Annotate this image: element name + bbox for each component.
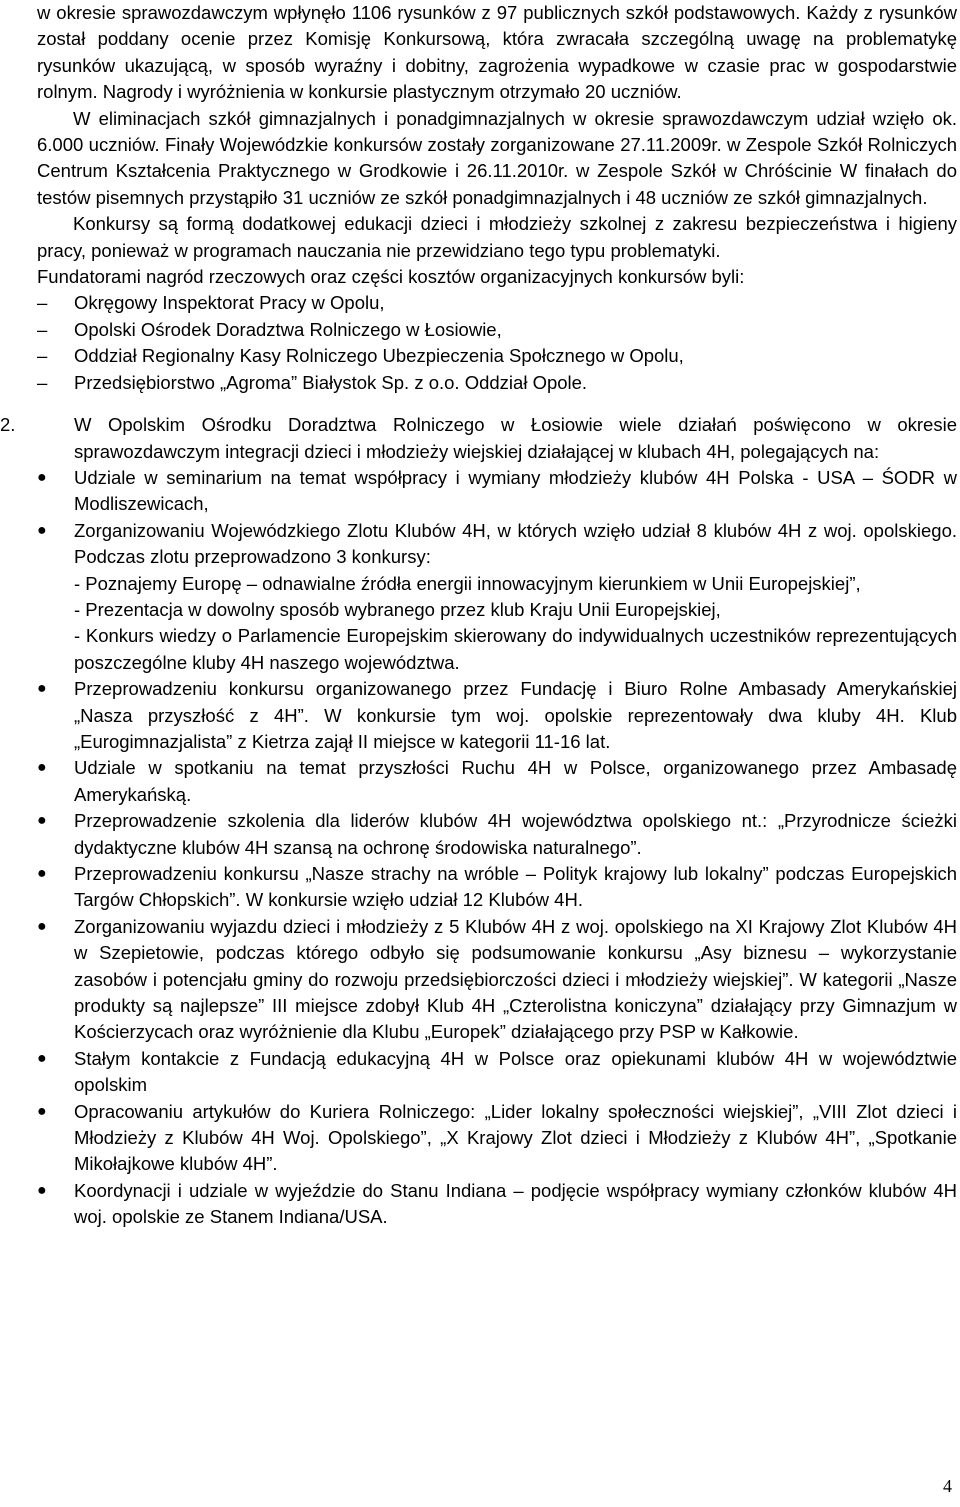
activities-list <box>37 465 957 1231</box>
list-item: – Oddział Regionalny Kasy Rolniczego Ubezpieczenia Społcznego w Opolu, <box>37 343 957 369</box>
paragraph-eliminations: W eliminacjach szkół gimnazjalnych i ponadgimnazjalnych w okresie sprawozdawczym udział wzięło ok. 6.000 uczniów. Finały Wojewódzkie konkursów zostały zorganizowane 27.11.2009r. w Zespole Szkół Rolniczych Centrum Kształcenia Praktycznego w Grodkowie i 26.11.2010r. w Zespole Szkół w Chróścinie W finałach do testów pisemnych przystąpiło 31 uczniów ze szkół ponadgimnazjalnych i 48 uczniów ze szkół gimnazjalnych. <box>37 107 957 208</box>
list-item: – Przedsiębiorstwo „Agroma” Białystok Sp. z o.o. Oddział Opole. <box>37 370 957 396</box>
list-item: ● Udziale w spotkaniu na temat przyszłości Ruchu 4H w Polsce, organizowanego przez Ambasadę Amerykańską. <box>37 757 957 805</box>
dash-marker: – <box>37 371 48 393</box>
bullet-icon: ● <box>37 521 47 539</box>
section-number: 2. <box>0 414 16 436</box>
sponsors-list <box>37 290 957 396</box>
sub-item: - Poznajemy Europę – odnawialne źródła energii innowacyjnym kierunkiem w Unii Europejskiej”, <box>74 572 861 594</box>
list-item: ● Opracowaniu artykułów do Kuriera Rolniczego: „Lider lokalny społeczności wiejskiej”, „VIII Zlot dzieci i Młodzieży z Klubów 4H Woj. Opolskiego”, „X Krajowy Zlot dzieci i Młodzieży z Klubów 4H”, „Spotkanie Mikołajkowe klubów 4H”. <box>37 1100 957 1175</box>
sub-item: - Konkurs wiedzy o Parlamencie Europejskim skierowany do indywidualnych uczestników reprezentujących poszczególne kluby 4H naszego województwa. <box>74 625 957 673</box>
bullet-icon: ● <box>37 812 47 830</box>
paragraph-drawings: w okresie sprawozdawczym wpłynęło 1106 rysunków z 97 publicznych szkół podstawowych. Każdy z rysunków został poddany ocenie przez Komisję Konkursową, która zwracała szczególną uwagę na problematykę rysunków ukazującą, w sposób wyraźny i dobitny, zagrożenia wypadkowe w czasie prac w gospodarstwie rolnym. Nagrody i wyróżnienia w konkursie plastycznym otrzymało 20 uczniów. <box>37 2 957 103</box>
paragraph-competitions: Konkursy są formą dodatkowej edukacji dzieci i młodzieży szkolnej z zakresu bezpieczeństwa i higieny pracy, ponieważ w programach nauczania nie przewidziano tego typu problematyki. <box>37 213 957 261</box>
dash-marker: – <box>37 345 48 367</box>
bullet-icon: ● <box>37 1049 47 1067</box>
list-item: ● Koordynacji i udziale w wyjeździe do Stanu Indiana – podjęcie współpracy wymiany członków klubów 4H woj. opolskie ze Stanem Indiana/USA. <box>37 1179 957 1228</box>
bullet-icon: ● <box>37 680 47 698</box>
bullet-icon: ● <box>37 468 47 486</box>
list-item: ● Przeprowadzeniu konkursu organizowanego przez Fundację i Biuro Rolne Ambasady Amerykańskiej „Nasza przyszłość z 4H”. W konkursie tym woj. opolskie reprezentowały dwa kluby 4H. Klub „Eurogimnazjalista” z Kietrza zajął II miejsce w kategorii 11-16 lat. <box>37 678 957 752</box>
section-2 <box>0 412 957 465</box>
paragraph-sponsors-intro: Fundatorami nagród rzeczowych oraz części kosztów organizacyjnych konkursów byli: <box>37 266 745 288</box>
list-item: ● Przeprowadzenie szkolenia dla liderów klubów 4H województwa opolskiego nt.: „Przyrodnicze ścieżki dydaktyczne klubów 4H szansą na ochronę środowiska naturalnego”. <box>37 810 957 858</box>
dash-marker: – <box>37 318 48 340</box>
page-number: 4 <box>943 1476 952 1496</box>
list-item: ● Zorganizowaniu Wojewódzkiego Zlotu Klubów 4H, w których wzięło udział 8 klubów 4H z woj. opolskiego. Podczas zlotu przeprowadzono 3 konkursy: - Poznajemy Europę – odnawialne źródła energii innowacyjnym kierunkiem w Unii Europejskiej”, - Prezentacja w dowolny sposób wybranego przez klub Kraju Unii Europejskiej, - Konkurs wiedzy o Parlamencie Europejskim skierowany do indywidualnych uczestników reprezentujących poszczególne kluby 4H naszego województwa. <box>37 518 957 676</box>
list-item: – Okręgowy Inspektorat Pracy w Opolu, <box>37 290 957 316</box>
sub-item: - Prezentacja w dowolny sposób wybranego przez klub Kraju Unii Europejskiej, <box>74 598 721 620</box>
list-item: ● Zorganizowaniu wyjazdu dzieci i młodzieży z 5 Klubów 4H z woj. opolskiego na XI Krajowy Zlot Klubów 4H w Szepietowie, podczas którego odbyło się podsumowanie konkursu „Asy biznesu – wykorzystanie zasobów i potencjału gminy do rozwoju przedsiębiorczości dzieci i młodzieży wiejskiej”. W kategorii „Nasze produkty są najlepsze” III miejsce zdobył Klub 4H „Czterolistna koniczyna” działający przy Gimnazjum w Kościerzycach oraz wyróżnienie dla Klubu „Europek” działającego przy PSP w Kałkowie. <box>37 915 957 1043</box>
bullet-icon: ● <box>37 759 47 777</box>
bullet-icon: ● <box>37 865 47 882</box>
bullet-icon: ● <box>37 1102 47 1120</box>
list-item: ● Stałym kontakcie z Fundacją edukacyjną 4H w Polsce oraz opiekunami klubów 4H w województwie opolskim <box>37 1047 957 1096</box>
dash-marker: – <box>37 292 48 314</box>
list-item: – Opolski Ośrodek Doradztwa Rolniczego w Łosiowie, <box>37 317 957 343</box>
list-item: ● Udziale w seminarium na temat współpracy i wymiany młodzieży klubów 4H Polska - USA – ŚODR w Modliszewicach, <box>37 466 957 515</box>
section-2-intro: W Opolskim Ośrodku Doradztwa Rolniczego w Łosiowie wiele działań poświęcono w okresie sprawozdawczym integracji dzieci i młodzieży wiejskiej działającej w klubach 4H, polegających na: <box>74 414 957 462</box>
bullet-icon: ● <box>37 917 47 935</box>
bullet-icon: ● <box>37 1181 47 1199</box>
list-item: ● Przeprowadzeniu konkursu „Nasze strachy na wróble – Polityk krajowy lub lokalny” podczas Europejskich Targów Chłopskich”. W konkursie wzięło udział 12 Klubów 4H. <box>37 863 957 911</box>
